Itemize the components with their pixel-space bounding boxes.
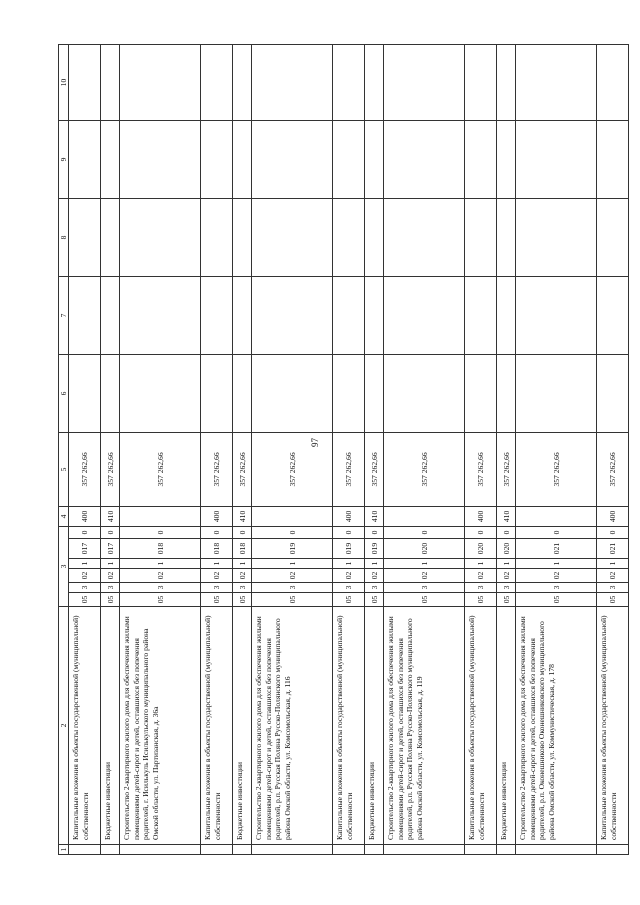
empty-cell [597,198,629,276]
sum-value: 357 262,66 [497,432,516,506]
sum-value: 357 262,66 [252,432,333,506]
empty-cell [252,198,333,276]
budget-table [58,44,629,855]
empty-cell [597,354,629,432]
column-number: 3 [59,526,69,606]
row-name: Бюджетные инвестиции [233,607,252,845]
code-part: 05 [497,593,516,607]
code-part: 05 [516,593,597,607]
code-part: 3 [597,583,629,593]
code-part: 019 [365,539,384,559]
row-name: Капитальные вложения в объекты государственной (муниципальной) собственности [69,607,101,845]
code-part: 02 [384,569,465,583]
table-row [465,44,497,854]
code-part: 3 [497,583,516,593]
code-part: 1 [333,559,365,569]
kvr-code [384,506,465,526]
code-part: 02 [201,569,233,583]
code-part: 3 [252,583,333,593]
empty-cell [516,354,597,432]
empty-cell [384,354,465,432]
code-part: 1 [201,559,233,569]
code-part: 3 [120,583,201,593]
empty-cell [69,276,101,354]
code-part: 0 [120,526,201,538]
code-part: 3 [384,583,465,593]
code-part: 1 [365,559,384,569]
row-number-cell [465,845,497,855]
code-part: 3 [69,583,101,593]
code-part: 05 [120,593,201,607]
code-part: 0 [497,526,516,538]
code-part: 021 [516,539,597,559]
empty-cell [384,120,465,198]
kvr-code: 400 [597,506,629,526]
code-part: 018 [120,539,201,559]
column-number: 7 [59,276,69,354]
empty-cell [516,120,597,198]
empty-cell [101,354,120,432]
code-part: 3 [201,583,233,593]
code-part: 05 [101,593,120,607]
sum-value: 357 262,66 [516,432,597,506]
table-row [333,44,365,854]
row-number-cell [252,845,333,855]
empty-cell [365,276,384,354]
code-part: 02 [365,569,384,583]
empty-cell [497,276,516,354]
row-name: Капитальные вложения в объекты государственной (муниципальной) собственности [333,607,365,845]
code-part: 0 [465,526,497,538]
table-row [233,44,252,854]
code-part: 1 [252,559,333,569]
row-name: Строительство 2-квартирного жилого дома для обеспечения жилыми помещениями детей-сирот и детей, оставшихся без попечения родителей, р.п. Русская Поляна Русско-Полянского муниципального района Омской области, ул. Комсомольская, д. 119 [384,607,465,845]
code-part: 017 [101,539,120,559]
empty-cell [252,354,333,432]
row-name: Бюджетные инвестиции [101,607,120,845]
kvr-code: 410 [497,506,516,526]
table-row [516,44,597,854]
column-number: 9 [59,120,69,198]
code-part: 0 [101,526,120,538]
code-part: 3 [465,583,497,593]
code-part: 05 [233,593,252,607]
empty-cell [497,120,516,198]
row-number-cell [516,845,597,855]
row-number-cell [201,845,233,855]
code-part: 1 [101,559,120,569]
empty-cell [384,198,465,276]
kvr-code [252,506,333,526]
row-name: Бюджетные инвестиции [365,607,384,845]
empty-cell [465,276,497,354]
empty-cell [384,44,465,120]
code-part: 1 [120,559,201,569]
page-number: 97 [310,438,320,447]
empty-cell [497,44,516,120]
code-part: 0 [252,526,333,538]
code-part: 02 [233,569,252,583]
empty-cell [252,120,333,198]
empty-cell [120,44,201,120]
code-part: 1 [497,559,516,569]
kvr-code: 410 [101,506,120,526]
kvr-code: 410 [233,506,252,526]
sum-value: 357 262,66 [597,432,629,506]
table-row [101,44,120,854]
code-part: 020 [497,539,516,559]
row-number-cell [597,845,629,855]
row-name: Строительство 2-квартирного жилого дома для обеспечения жилыми помещениями детей-сирот и детей, оставшихся без попечения родителей, г. Исилькуль Исилькульского муниципального района Омской области, ул. Партизанская, д. 36а [120,607,201,845]
code-part: 02 [516,569,597,583]
empty-cell [120,354,201,432]
empty-cell [120,198,201,276]
empty-cell [497,354,516,432]
kvr-code: 400 [465,506,497,526]
empty-cell [69,198,101,276]
sum-value: 357 262,66 [201,432,233,506]
kvr-code [516,506,597,526]
empty-cell [365,354,384,432]
empty-cell [365,198,384,276]
code-part: 3 [333,583,365,593]
table-row [252,44,333,854]
kvr-code: 400 [333,506,365,526]
rotated-table-container [58,45,618,855]
sum-value: 357 262,66 [333,432,365,506]
code-part: 1 [233,559,252,569]
code-part: 05 [465,593,497,607]
empty-cell [516,198,597,276]
code-part: 019 [252,539,333,559]
empty-cell [516,44,597,120]
empty-cell [597,276,629,354]
code-part: 1 [516,559,597,569]
code-part: 05 [365,593,384,607]
empty-cell [516,276,597,354]
code-part: 0 [384,526,465,538]
empty-cell [333,276,365,354]
column-number: 6 [59,354,69,432]
empty-cell [333,354,365,432]
empty-cell [252,44,333,120]
empty-cell [233,276,252,354]
code-part: 3 [233,583,252,593]
empty-cell [101,198,120,276]
table-row [69,44,101,854]
code-part: 3 [365,583,384,593]
row-number-cell [497,845,516,855]
code-part: 0 [597,526,629,538]
code-part: 1 [465,559,497,569]
code-part: 020 [384,539,465,559]
code-part: 02 [497,569,516,583]
code-part: 0 [201,526,233,538]
column-number: 2 [59,607,69,845]
row-name: Капитальные вложения в объекты государственной (муниципальной) собственности [465,607,497,845]
empty-cell [597,44,629,120]
table-row [497,44,516,854]
column-number: 4 [59,506,69,526]
sum-value: 357 262,66 [465,432,497,506]
empty-cell [201,120,233,198]
empty-cell [365,120,384,198]
empty-cell [69,354,101,432]
empty-cell [333,44,365,120]
code-part: 05 [69,593,101,607]
code-part: 05 [252,593,333,607]
empty-cell [465,354,497,432]
table-row [365,44,384,854]
empty-cell [333,120,365,198]
table-row [120,44,201,854]
table-body [69,44,629,854]
code-part: 3 [101,583,120,593]
empty-cell [384,276,465,354]
column-number: 10 [59,44,69,120]
code-part: 0 [333,526,365,538]
row-name: Капитальные вложения в объекты государственной (муниципальной) собственности [597,607,629,845]
code-part: 05 [201,593,233,607]
empty-cell [252,276,333,354]
code-part: 05 [384,593,465,607]
empty-cell [233,198,252,276]
column-number: 5 [59,432,69,506]
code-part: 02 [69,569,101,583]
empty-cell [465,198,497,276]
empty-cell [233,354,252,432]
empty-cell [465,44,497,120]
row-name: Капитальные вложения в объекты государственной (муниципальной) собственности [201,607,233,845]
code-part: 019 [333,539,365,559]
empty-cell [120,276,201,354]
empty-cell [597,120,629,198]
empty-cell [69,44,101,120]
kvr-code: 400 [69,506,101,526]
code-part: 018 [233,539,252,559]
code-part: 02 [252,569,333,583]
table-row [597,44,629,854]
row-name: Строительство 2-квартирного жилого дома для обеспечения жилыми помещениями детей-сирот и детей, оставшихся без попечения родителей, р.п. Русская Поляна Русско-Полянского муниципального района Омской области, ул. Комсомольская, д. 116 [252,607,333,845]
code-part: 017 [69,539,101,559]
empty-cell [465,120,497,198]
code-part: 02 [597,569,629,583]
code-part: 02 [465,569,497,583]
code-part: 05 [333,593,365,607]
row-number-cell [333,845,365,855]
row-number-cell [233,845,252,855]
kvr-code [120,506,201,526]
code-part: 021 [597,539,629,559]
row-number-cell [365,845,384,855]
row-number-cell [384,845,465,855]
code-part: 1 [597,559,629,569]
row-number-cell [120,845,201,855]
code-part: 02 [101,569,120,583]
sum-value: 357 262,66 [233,432,252,506]
empty-cell [101,44,120,120]
empty-cell [201,354,233,432]
sum-value: 357 262,66 [101,432,120,506]
code-part: 3 [516,583,597,593]
empty-cell [497,198,516,276]
empty-cell [120,120,201,198]
code-part: 05 [597,593,629,607]
sum-value: 357 262,66 [120,432,201,506]
code-part: 0 [233,526,252,538]
code-part: 1 [69,559,101,569]
code-part: 02 [120,569,201,583]
empty-cell [101,120,120,198]
code-part: 020 [465,539,497,559]
empty-cell [233,44,252,120]
row-number-cell [69,845,101,855]
empty-cell [201,198,233,276]
sum-value: 357 262,66 [69,432,101,506]
kvr-code: 400 [201,506,233,526]
code-part: 0 [365,526,384,538]
code-part: 0 [516,526,597,538]
row-name: Бюджетные инвестиции [497,607,516,845]
column-number-row [59,44,69,854]
empty-cell [201,44,233,120]
column-number: 8 [59,198,69,276]
sum-value: 357 262,66 [384,432,465,506]
empty-cell [333,198,365,276]
column-number: 1 [59,845,69,855]
empty-cell [101,276,120,354]
code-part: 02 [333,569,365,583]
table-row [384,44,465,854]
empty-cell [365,44,384,120]
table-row [201,44,233,854]
sum-value: 357 262,66 [365,432,384,506]
code-part: 018 [201,539,233,559]
kvr-code: 410 [365,506,384,526]
code-part: 0 [69,526,101,538]
row-number-cell [101,845,120,855]
row-name: Строительство 2-квартирного жилого дома для обеспечения жилыми помещениями детей-сирот и детей, оставшихся без попечения родителей, р.п. Оконешниково Оконешниковского муниципального района Омской области, ул. Коммунистическая, д. 178 [516,607,597,845]
code-part: 1 [384,559,465,569]
empty-cell [201,276,233,354]
empty-cell [233,120,252,198]
empty-cell [69,120,101,198]
